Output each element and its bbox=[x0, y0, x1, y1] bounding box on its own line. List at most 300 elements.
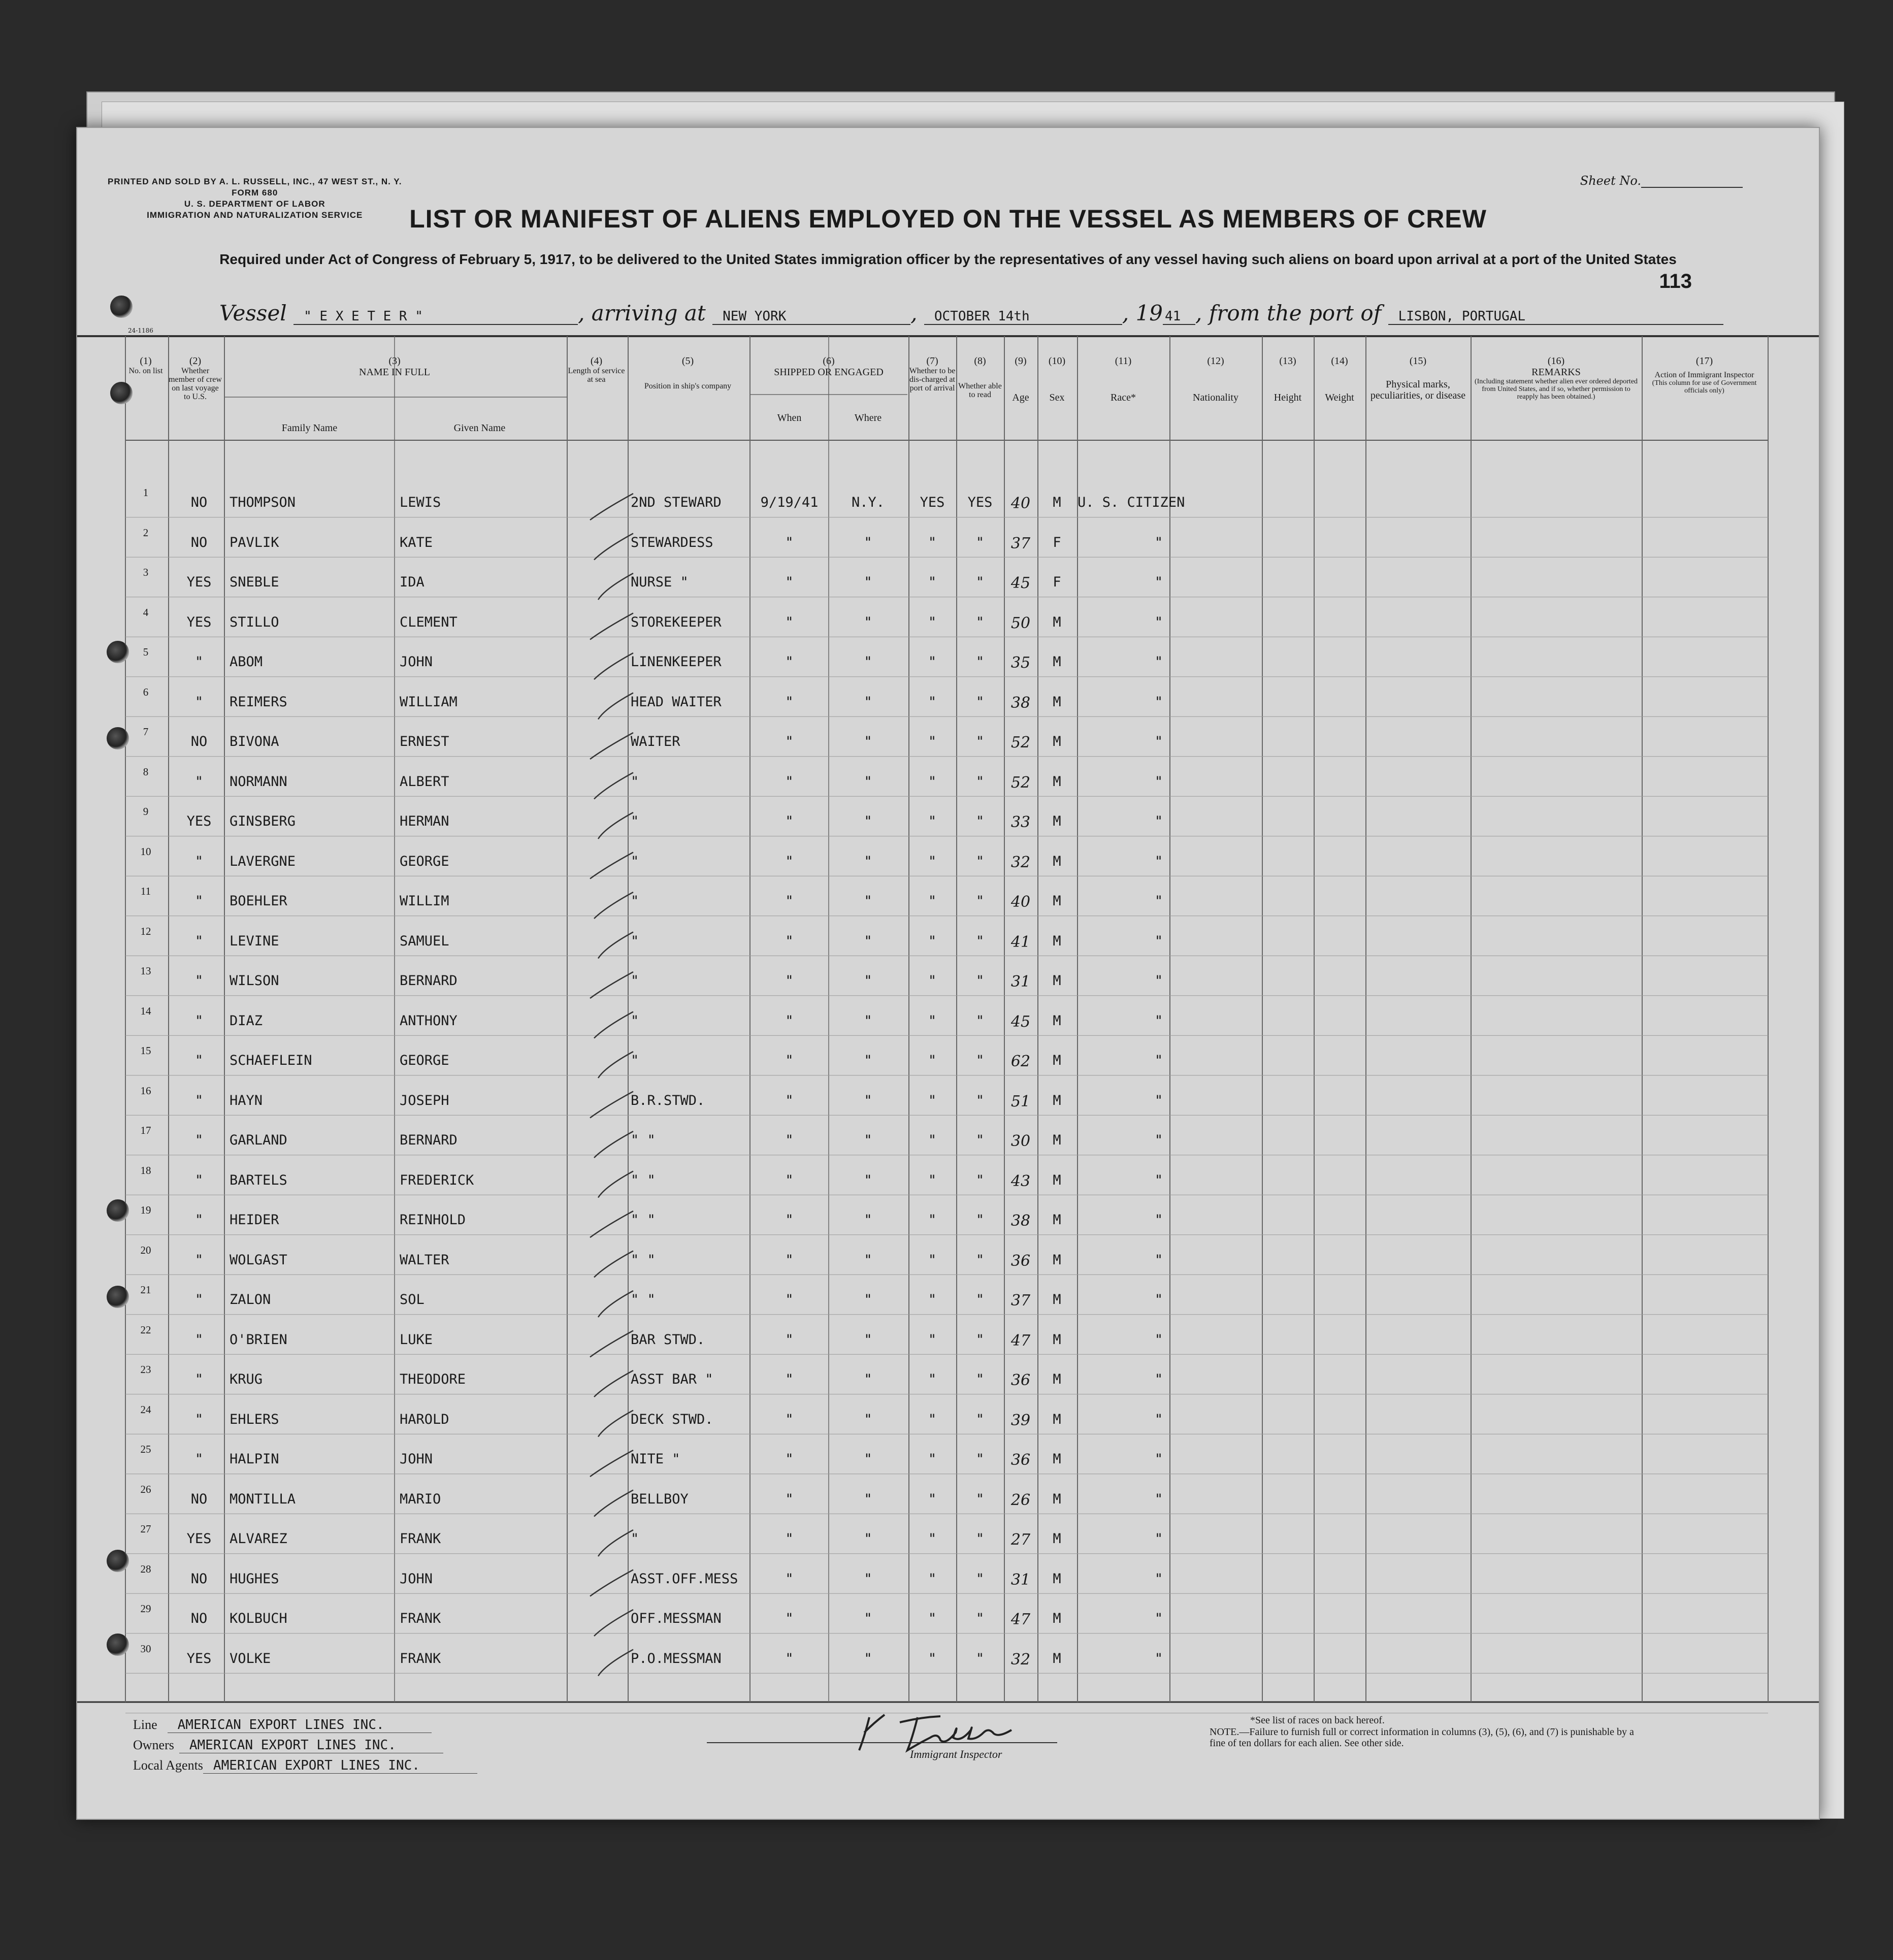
sheet-number-line bbox=[1641, 177, 1743, 188]
family-name-cell: DIAZ bbox=[230, 1012, 263, 1029]
inspector-signature bbox=[707, 1702, 1072, 1758]
family-name-cell: NORMANN bbox=[230, 773, 287, 790]
service-checkmark bbox=[594, 653, 633, 679]
last-voyage-cell: NO bbox=[190, 1611, 208, 1626]
position-cell: WAITER bbox=[631, 734, 680, 749]
position-cell: DECK STWD. bbox=[631, 1411, 713, 1427]
header-col7 bbox=[909, 355, 956, 393]
page-title: LIST OR MANIFEST OF ALIENS EMPLOYED ON THE VESSEL AS MEMBERS OF CREW bbox=[409, 205, 1487, 233]
last-voyage-cell: " bbox=[194, 1451, 204, 1467]
able-to-read-cell: " bbox=[975, 973, 985, 989]
race-cell: " bbox=[1154, 1012, 1163, 1029]
sex-cell: M bbox=[1053, 1012, 1061, 1029]
given-name-cell: SAMUEL bbox=[400, 933, 449, 949]
footer-agents-label: Local Agents bbox=[133, 1758, 203, 1773]
able-to-read-cell: " bbox=[975, 1531, 985, 1547]
header-col5 bbox=[628, 355, 747, 390]
age-cell: 39 bbox=[1010, 1411, 1031, 1429]
position-cell: NITE " bbox=[631, 1451, 680, 1467]
header-col17 bbox=[1642, 355, 1767, 395]
able-to-read-cell: " bbox=[975, 1132, 985, 1148]
able-to-read-cell: " bbox=[975, 1252, 985, 1268]
race-cell: " bbox=[1154, 773, 1163, 790]
row-number: 7 bbox=[143, 726, 149, 738]
punch-hole bbox=[110, 382, 133, 404]
age-cell: 36 bbox=[1010, 1371, 1031, 1389]
row-number: 24 bbox=[140, 1403, 151, 1416]
family-name-cell: SNEBLE bbox=[230, 574, 279, 590]
position-cell: B.R.STWD. bbox=[631, 1092, 705, 1108]
year-suffix: 41 bbox=[1163, 309, 1195, 325]
last-voyage-cell: " bbox=[194, 1053, 204, 1068]
service-checkmark bbox=[590, 613, 633, 640]
given-name-cell: ANTHONY bbox=[400, 1012, 458, 1029]
race-cell: " bbox=[1154, 933, 1163, 949]
header-col9-label: Age bbox=[1012, 392, 1029, 403]
discharged-cell: " bbox=[928, 813, 937, 829]
position-cell: " " bbox=[631, 1172, 656, 1188]
given-name-cell: JOHN bbox=[400, 654, 433, 670]
shipped-when-cell: " bbox=[785, 534, 794, 550]
vessel-label: Vessel bbox=[219, 301, 287, 325]
header-col16 bbox=[1471, 355, 1641, 401]
sex-cell: M bbox=[1053, 1292, 1061, 1308]
shipped-where-cell: " bbox=[864, 813, 872, 829]
service-checkmark bbox=[594, 1370, 633, 1397]
age-cell: 26 bbox=[1010, 1491, 1031, 1509]
position-cell: " " bbox=[631, 1132, 656, 1148]
shipped-when-cell: 9/19/41 bbox=[760, 495, 819, 510]
family-name-cell: EHLERS bbox=[230, 1411, 279, 1427]
family-name-cell: HAYN bbox=[230, 1092, 263, 1108]
header-col2 bbox=[169, 355, 222, 401]
last-voyage-cell: NO bbox=[190, 1491, 208, 1507]
header-col4-label: Length of service at sea bbox=[568, 367, 625, 384]
shipped-where-cell: " bbox=[864, 973, 872, 989]
age-cell: 45 bbox=[1010, 574, 1031, 592]
service-checkmark bbox=[590, 1450, 633, 1477]
discharged-cell: " bbox=[928, 933, 937, 949]
given-name-cell: GEORGE bbox=[400, 853, 449, 869]
row-number: 9 bbox=[143, 805, 149, 818]
able-to-read-cell: " bbox=[975, 1491, 985, 1507]
discharged-cell: " bbox=[928, 1650, 937, 1667]
family-name-cell: REIMERS bbox=[230, 694, 287, 710]
last-voyage-cell: NO bbox=[190, 495, 208, 510]
given-name-cell: LEWIS bbox=[400, 495, 441, 510]
punch-hole bbox=[110, 296, 133, 318]
punch-hole bbox=[107, 1634, 129, 1656]
able-to-read-cell: YES bbox=[967, 495, 993, 510]
given-name-cell: HAROLD bbox=[400, 1411, 449, 1427]
header-col13 bbox=[1262, 355, 1313, 403]
age-cell: 52 bbox=[1010, 734, 1031, 752]
age-cell: 33 bbox=[1010, 813, 1031, 831]
shipped-when-cell: " bbox=[785, 773, 794, 790]
sex-cell: M bbox=[1053, 933, 1061, 949]
race-cell: " bbox=[1154, 1132, 1163, 1148]
able-to-read-cell: " bbox=[975, 734, 985, 749]
shipped-where-cell: " bbox=[864, 1053, 872, 1068]
punch-hole bbox=[107, 727, 129, 749]
able-to-read-cell: " bbox=[975, 654, 985, 670]
family-name-cell: HUGHES bbox=[230, 1571, 279, 1587]
page-subtitle: Required under Act of Congress of February 5, 1917, to be delivered to the United States immigration officer by the representatives of any vessel having such aliens on board upon arrival at a port of the United States bbox=[219, 251, 1677, 267]
discharged-cell: " bbox=[928, 853, 937, 869]
row-number: 13 bbox=[140, 965, 151, 977]
row-number: 18 bbox=[140, 1164, 151, 1177]
sex-cell: M bbox=[1053, 1212, 1061, 1228]
able-to-read-cell: " bbox=[975, 1571, 985, 1587]
header-col10 bbox=[1038, 355, 1076, 403]
discharged-cell: " bbox=[928, 1571, 937, 1587]
shipped-where-cell: N.Y. bbox=[851, 495, 885, 510]
given-name-cell: JOHN bbox=[400, 1451, 433, 1467]
age-cell: 47 bbox=[1010, 1611, 1031, 1628]
row-number: 26 bbox=[140, 1483, 151, 1495]
position-cell: HEAD WAITER bbox=[631, 694, 722, 710]
service-checkmark bbox=[590, 733, 633, 759]
shipped-where-cell: " bbox=[864, 1292, 872, 1308]
header-col17-label: Action of Immigrant Inspector bbox=[1654, 371, 1754, 379]
header-col5-num: (5) bbox=[681, 355, 694, 367]
position-cell: " bbox=[631, 1531, 639, 1547]
shipped-when-cell: " bbox=[785, 973, 794, 989]
family-name-cell: ABOM bbox=[230, 654, 263, 670]
row-number: 21 bbox=[140, 1284, 151, 1296]
header-col6-label: SHIPPED OR ENGAGED bbox=[774, 367, 884, 378]
row-number: 1 bbox=[143, 486, 149, 499]
family-name-cell: SCHAEFLEIN bbox=[230, 1053, 312, 1068]
race-cell: " bbox=[1154, 614, 1163, 630]
able-to-read-cell: " bbox=[975, 1331, 985, 1348]
printer-line1: PRINTED AND SOLD BY A. L. RUSSELL, INC., 47 WEST ST., N. Y. bbox=[108, 177, 402, 186]
position-cell: " bbox=[631, 773, 639, 790]
service-checkmark bbox=[594, 1251, 633, 1278]
family-name-cell: MONTILLA bbox=[230, 1491, 296, 1507]
shipped-where-cell: " bbox=[864, 614, 872, 630]
age-cell: 37 bbox=[1010, 1292, 1031, 1310]
inspector-label: Immigrant Inspector bbox=[910, 1748, 1002, 1760]
last-voyage-cell: YES bbox=[186, 1531, 212, 1547]
shipped-where-cell: " bbox=[864, 1252, 872, 1268]
sex-cell: M bbox=[1053, 654, 1061, 670]
sex-cell: M bbox=[1053, 1371, 1061, 1387]
shipped-when-cell: " bbox=[785, 853, 794, 869]
given-name-cell: FREDERICK bbox=[400, 1172, 474, 1188]
sex-cell: M bbox=[1053, 694, 1061, 710]
given-name-cell: MARIO bbox=[400, 1491, 441, 1507]
arrival-date: OCTOBER 14th bbox=[924, 309, 1122, 325]
race-cell: " bbox=[1154, 1491, 1163, 1507]
sex-cell: M bbox=[1053, 1611, 1061, 1626]
shipped-when-cell: " bbox=[785, 1132, 794, 1148]
shipped-where-cell: " bbox=[864, 1212, 872, 1228]
row-number: 14 bbox=[140, 1004, 151, 1017]
able-to-read-cell: " bbox=[975, 694, 985, 710]
family-name-cell: KRUG bbox=[230, 1371, 263, 1387]
last-voyage-cell: " bbox=[194, 1371, 204, 1387]
age-cell: 47 bbox=[1010, 1331, 1031, 1350]
header-col3 bbox=[224, 355, 565, 378]
able-to-read-cell: " bbox=[975, 813, 985, 829]
header-col12 bbox=[1170, 355, 1261, 403]
race-cell: " bbox=[1154, 1331, 1163, 1348]
family-name-cell: WILSON bbox=[230, 973, 279, 989]
shipped-where-cell: " bbox=[864, 734, 872, 749]
race-cell: " bbox=[1154, 1172, 1163, 1188]
shipped-where-cell: " bbox=[864, 893, 872, 909]
shipped-when-cell: " bbox=[785, 813, 794, 829]
family-name-cell: ALVAREZ bbox=[230, 1531, 287, 1547]
sex-cell: M bbox=[1053, 1531, 1061, 1547]
header-col16-num: (16) bbox=[1547, 355, 1565, 367]
discharged-cell: YES bbox=[920, 495, 945, 510]
printer-line2: FORM 680 bbox=[232, 188, 278, 198]
last-voyage-cell: NO bbox=[190, 1571, 208, 1587]
sex-cell: M bbox=[1053, 813, 1061, 829]
family-name-cell: LEVINE bbox=[230, 933, 279, 949]
row-number: 17 bbox=[140, 1124, 151, 1136]
discharged-cell: " bbox=[928, 1371, 937, 1387]
last-voyage-cell: " bbox=[194, 1092, 204, 1108]
given-name-cell: CLEMENT bbox=[400, 614, 458, 630]
service-checkmark bbox=[590, 1331, 633, 1357]
shipped-where-cell: " bbox=[864, 1451, 872, 1467]
service-checkmark bbox=[594, 534, 633, 560]
race-cell: " bbox=[1154, 1411, 1163, 1427]
header-col11-num: (11) bbox=[1115, 355, 1132, 367]
given-name-cell: FRANK bbox=[400, 1531, 441, 1547]
shipped-when-cell: " bbox=[785, 1012, 794, 1029]
punch-hole bbox=[107, 641, 129, 663]
header-col6 bbox=[750, 355, 907, 378]
header-col17-num: (17) bbox=[1695, 355, 1713, 367]
service-checkmark bbox=[590, 494, 633, 520]
last-voyage-cell: YES bbox=[186, 1650, 212, 1667]
page-number: 113 bbox=[1659, 270, 1692, 292]
age-cell: 36 bbox=[1010, 1451, 1031, 1469]
service-checkmark bbox=[594, 1610, 633, 1636]
race-cell: " bbox=[1154, 1252, 1163, 1268]
last-voyage-cell: " bbox=[194, 1252, 204, 1268]
able-to-read-cell: " bbox=[975, 534, 985, 550]
race-cell: " bbox=[1154, 853, 1163, 869]
position-cell: " " bbox=[631, 1292, 656, 1308]
last-voyage-cell: " bbox=[194, 1411, 204, 1427]
shipped-when-cell: " bbox=[785, 933, 794, 949]
printer-line4: IMMIGRATION AND NATURALIZATION SERVICE bbox=[147, 210, 363, 220]
header-col12-num: (12) bbox=[1207, 355, 1224, 367]
service-checkmark bbox=[594, 773, 633, 799]
last-voyage-cell: YES bbox=[186, 614, 212, 630]
sex-cell: M bbox=[1053, 893, 1061, 909]
shipped-when-cell: " bbox=[785, 1411, 794, 1427]
service-checkmark bbox=[590, 1570, 633, 1596]
sex-cell: M bbox=[1053, 1092, 1061, 1108]
last-voyage-cell: NO bbox=[190, 534, 208, 550]
row-number: 23 bbox=[140, 1363, 151, 1376]
age-cell: 50 bbox=[1010, 614, 1031, 632]
race-cell: " bbox=[1154, 1611, 1163, 1626]
sex-cell: M bbox=[1053, 734, 1061, 749]
shipped-when-cell: " bbox=[785, 1611, 794, 1626]
row-number: 19 bbox=[140, 1204, 151, 1216]
header-where: Where bbox=[854, 412, 882, 423]
sex-cell: M bbox=[1053, 1252, 1061, 1268]
row-number: 15 bbox=[140, 1044, 151, 1057]
race-cell: " bbox=[1154, 1371, 1163, 1387]
discharged-cell: " bbox=[928, 614, 937, 630]
race-cell: " bbox=[1154, 1571, 1163, 1587]
sex-cell: M bbox=[1053, 973, 1061, 989]
last-voyage-cell: " bbox=[194, 1212, 204, 1228]
age-cell: 32 bbox=[1010, 853, 1031, 871]
shipped-when-cell: " bbox=[785, 1053, 794, 1068]
given-name-cell: LUKE bbox=[400, 1331, 433, 1348]
given-name-cell: GEORGE bbox=[400, 1053, 449, 1068]
shipped-when-cell: " bbox=[785, 1371, 794, 1387]
header-col7-num: (7) bbox=[926, 355, 938, 367]
service-checkmark bbox=[594, 1012, 633, 1038]
service-checkmark bbox=[590, 972, 633, 998]
row-number: 27 bbox=[140, 1523, 151, 1535]
able-to-read-cell: " bbox=[975, 1212, 985, 1228]
from-port: LISBON, PORTUGAL bbox=[1388, 309, 1723, 325]
position-cell: " bbox=[631, 1012, 639, 1029]
shipped-where-cell: " bbox=[864, 1331, 872, 1348]
shipped-when-cell: " bbox=[785, 614, 794, 630]
able-to-read-cell: " bbox=[975, 1053, 985, 1068]
position-cell: 2ND STEWARD bbox=[631, 495, 722, 510]
header-col3-num: (3) bbox=[388, 355, 401, 367]
sex-cell: M bbox=[1053, 1053, 1061, 1068]
given-name-cell: BERNARD bbox=[400, 973, 458, 989]
service-checkmark bbox=[594, 1490, 633, 1517]
race-cell: " bbox=[1154, 1292, 1163, 1308]
given-name-cell: KATE bbox=[400, 534, 433, 550]
header-family-name: Family Name bbox=[281, 422, 338, 434]
punch-hole bbox=[107, 1199, 129, 1222]
header-col2-label: Whether member of crew on last voyage to U.S. bbox=[169, 367, 222, 401]
sex-cell: M bbox=[1053, 1411, 1061, 1427]
able-to-read-cell: " bbox=[975, 1411, 985, 1427]
sex-cell: M bbox=[1053, 1132, 1061, 1148]
age-cell: 40 bbox=[1010, 495, 1031, 512]
header-col12-label: Nationality bbox=[1193, 392, 1238, 403]
discharged-cell: " bbox=[928, 1053, 937, 1068]
age-cell: 36 bbox=[1010, 1252, 1031, 1270]
able-to-read-cell: " bbox=[975, 1650, 985, 1667]
race-cell: " bbox=[1154, 893, 1163, 909]
race-cell: " bbox=[1154, 813, 1163, 829]
shipped-when-cell: " bbox=[785, 1491, 794, 1507]
shipped-when-cell: " bbox=[785, 1331, 794, 1348]
shipped-when-cell: " bbox=[785, 1531, 794, 1547]
age-cell: 40 bbox=[1010, 893, 1031, 911]
race-cell: " bbox=[1154, 654, 1163, 670]
row-number: 3 bbox=[143, 566, 149, 578]
given-name-cell: FRANK bbox=[400, 1611, 441, 1626]
discharged-cell: " bbox=[928, 973, 937, 989]
shipped-when-cell: " bbox=[785, 1092, 794, 1108]
given-name-cell: ALBERT bbox=[400, 773, 449, 790]
family-name-cell: WOLGAST bbox=[230, 1252, 287, 1268]
discharged-cell: " bbox=[928, 1012, 937, 1029]
shipped-when-cell: " bbox=[785, 1212, 794, 1228]
last-voyage-cell: " bbox=[194, 1172, 204, 1188]
header-col7-label: Whether to be dis-charged at port of arrival bbox=[909, 367, 956, 393]
header-col17-sub: (This column for use of Government officials only) bbox=[1652, 379, 1757, 395]
discharged-cell: " bbox=[928, 1491, 937, 1507]
given-name-cell: IDA bbox=[400, 574, 425, 590]
discharged-cell: " bbox=[928, 534, 937, 550]
last-voyage-cell: " bbox=[194, 893, 204, 909]
position-cell: " " bbox=[631, 1252, 656, 1268]
discharged-cell: " bbox=[928, 1451, 937, 1467]
shipped-where-cell: " bbox=[864, 534, 872, 550]
header-col11 bbox=[1078, 355, 1169, 403]
shipped-where-cell: " bbox=[864, 933, 872, 949]
discharged-cell: " bbox=[928, 1132, 937, 1148]
family-name-cell: GINSBERG bbox=[230, 813, 296, 829]
position-cell: STEWARDESS bbox=[631, 534, 713, 550]
sheet-number-label: Sheet No. bbox=[1580, 174, 1641, 188]
shipped-when-cell: " bbox=[785, 1571, 794, 1587]
service-checkmark bbox=[590, 853, 633, 879]
service-checkmark bbox=[590, 1211, 633, 1237]
service-checkmark bbox=[594, 1131, 633, 1158]
shipped-where-cell: " bbox=[864, 1491, 872, 1507]
sex-cell: F bbox=[1053, 534, 1061, 550]
sex-cell: M bbox=[1053, 853, 1061, 869]
given-name-cell: ERNEST bbox=[400, 734, 449, 749]
discharged-cell: " bbox=[928, 1212, 937, 1228]
last-voyage-cell: YES bbox=[186, 813, 212, 829]
discharged-cell: " bbox=[928, 574, 937, 590]
header-given-name: Given Name bbox=[453, 422, 506, 434]
row-number: 5 bbox=[143, 646, 149, 658]
shipped-when-cell: " bbox=[785, 1292, 794, 1308]
header-col14-num: (14) bbox=[1331, 355, 1348, 367]
sex-cell: M bbox=[1053, 1172, 1061, 1188]
race-cell: " bbox=[1154, 1650, 1163, 1667]
row-number: 25 bbox=[140, 1443, 151, 1455]
age-cell: 31 bbox=[1010, 973, 1031, 991]
row-number: 2 bbox=[143, 526, 149, 539]
able-to-read-cell: " bbox=[975, 1292, 985, 1308]
race-cell: " bbox=[1154, 694, 1163, 710]
given-name-cell: JOSEPH bbox=[400, 1092, 449, 1108]
last-voyage-cell: " bbox=[194, 1331, 204, 1348]
shipped-where-cell: " bbox=[864, 1012, 872, 1029]
given-name-cell: REINHOLD bbox=[400, 1212, 466, 1228]
header-col8-num: (8) bbox=[974, 355, 986, 367]
header-col10-label: Sex bbox=[1049, 392, 1065, 403]
sheet-number bbox=[1580, 174, 1743, 188]
discharged-cell: " bbox=[928, 654, 937, 670]
discharged-cell: " bbox=[928, 1531, 937, 1547]
header-col3-label: NAME IN FULL bbox=[359, 367, 430, 378]
printer-line3: U. S. DEPARTMENT OF LABOR bbox=[184, 199, 325, 209]
able-to-read-cell: " bbox=[975, 933, 985, 949]
race-cell: " bbox=[1154, 1212, 1163, 1228]
position-cell: P.O.MESSMAN bbox=[631, 1650, 722, 1667]
arrival-port: NEW YORK bbox=[712, 309, 910, 325]
shipped-when-cell: " bbox=[785, 734, 794, 749]
age-cell: 27 bbox=[1010, 1531, 1031, 1549]
sex-cell: M bbox=[1053, 773, 1061, 790]
